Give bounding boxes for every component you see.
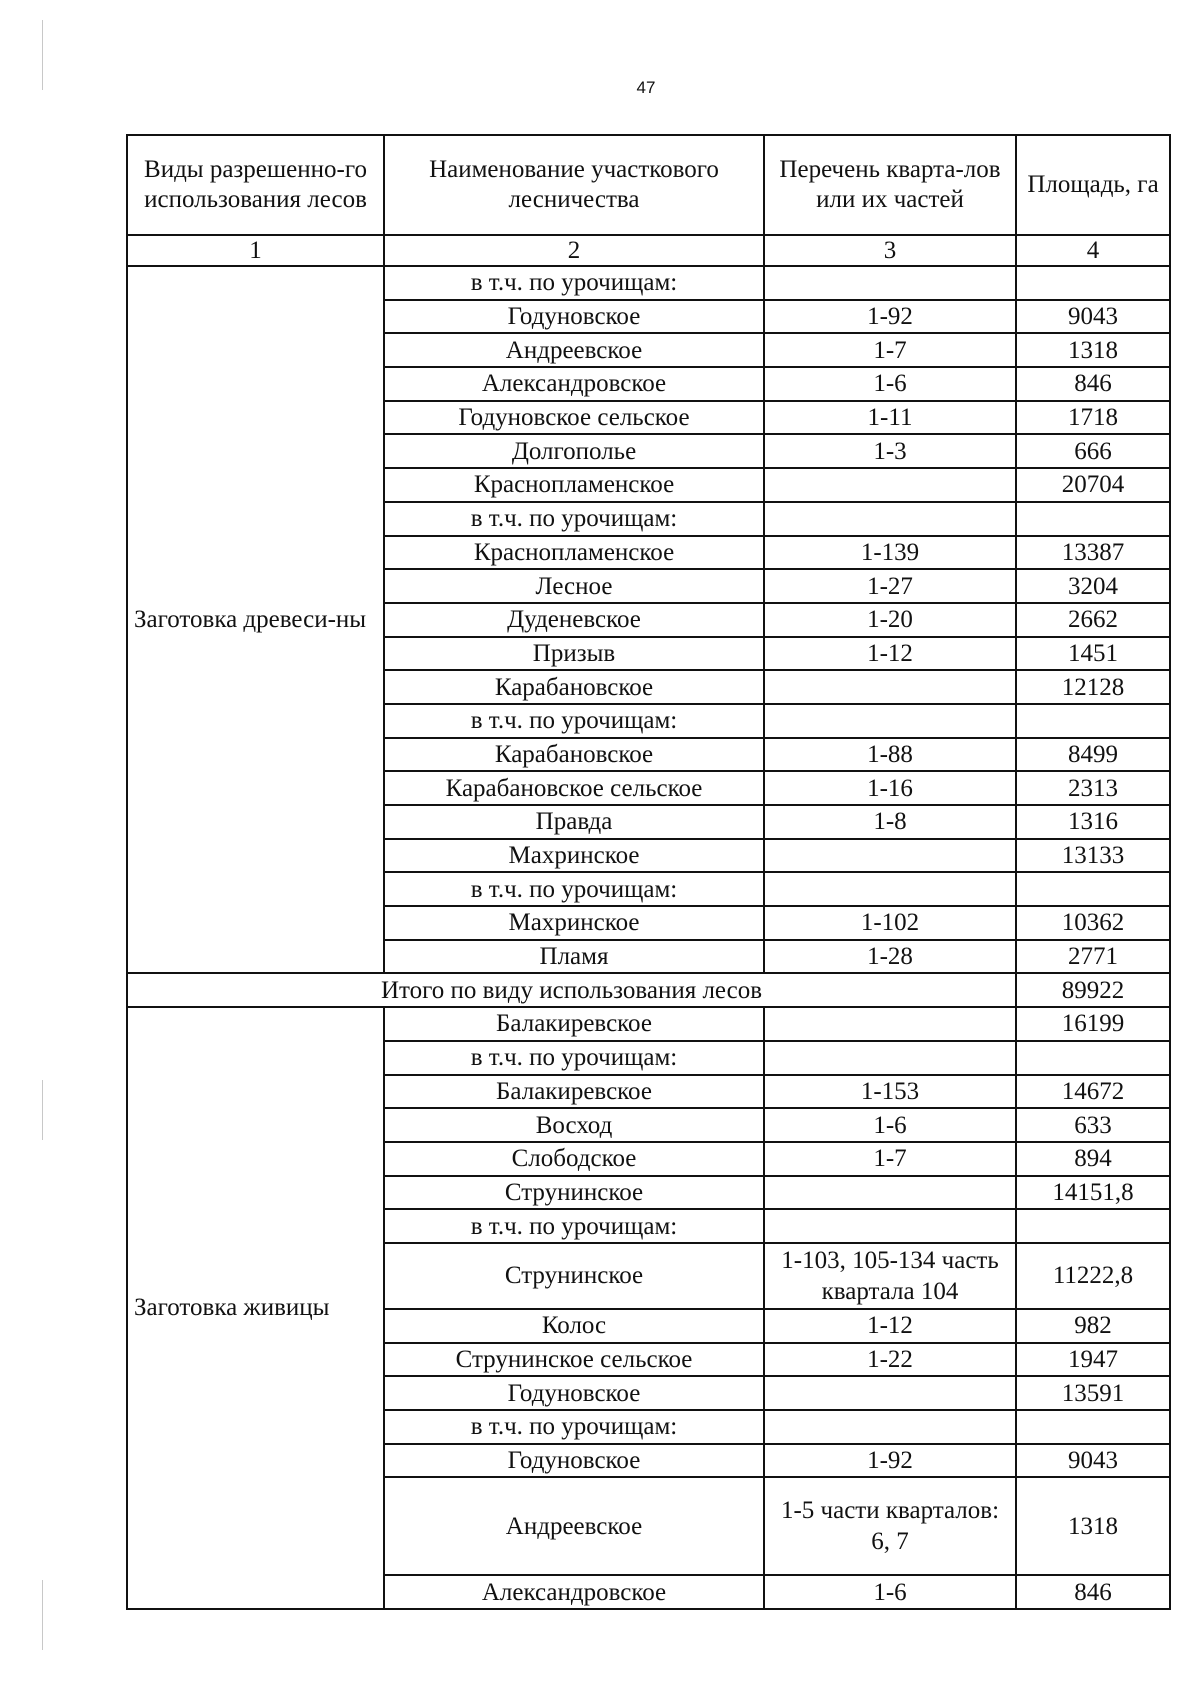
area-cell: 16199: [1016, 1007, 1170, 1041]
forestry-name-cell: Слободское: [384, 1142, 764, 1176]
area-cell: 666: [1016, 434, 1170, 468]
column-number: 2: [384, 235, 764, 266]
forestry-name-cell: Карабановское: [384, 670, 764, 704]
area-cell: [1016, 1041, 1170, 1075]
quarters-cell: [764, 872, 1016, 906]
area-cell: [1016, 266, 1170, 300]
header-cell: Перечень кварта-лов или их частей: [764, 135, 1016, 235]
area-cell: 13133: [1016, 839, 1170, 873]
area-cell: 9043: [1016, 1444, 1170, 1478]
forestry-name-cell: Карабановское сельское: [384, 771, 764, 805]
total-row: [127, 973, 1170, 1007]
quarters-cell: 1-3: [764, 434, 1016, 468]
forestry-name-cell: в т.ч. по урочищам:: [384, 502, 764, 536]
quarters-cell: [764, 1007, 1016, 1041]
column-number: 1: [127, 235, 384, 266]
area-cell: 10362: [1016, 906, 1170, 940]
forestry-name-cell: Долгополье: [384, 434, 764, 468]
quarters-cell: 1-6: [764, 1108, 1016, 1142]
area-cell: 11222,8: [1016, 1243, 1170, 1309]
scan-edge-line: [42, 20, 43, 90]
area-cell: 20704: [1016, 468, 1170, 502]
area-cell: 12128: [1016, 670, 1170, 704]
forestry-name-cell: Годуновское: [384, 1444, 764, 1478]
quarters-cell: [764, 1176, 1016, 1210]
quarters-cell: [764, 1410, 1016, 1444]
forestry-name-cell: Краснопламенское: [384, 468, 764, 502]
area-cell: 14672: [1016, 1075, 1170, 1109]
area-cell: 982: [1016, 1309, 1170, 1343]
header-cell: Виды разрешенно-го использования лесов: [127, 135, 384, 235]
quarters-cell: 1-11: [764, 401, 1016, 435]
total-area-cell: 89922: [1016, 973, 1170, 1007]
forestry-name-cell: в т.ч. по урочищам:: [384, 872, 764, 906]
forestry-name-cell: Дуденевское: [384, 603, 764, 637]
header-row: [127, 135, 1170, 235]
forestry-name-cell: Струнинское: [384, 1176, 764, 1210]
quarters-cell: 1-12: [764, 1309, 1016, 1343]
area-cell: [1016, 704, 1170, 738]
quarters-cell: 1-92: [764, 1444, 1016, 1478]
forestry-name-cell: Годуновское: [384, 300, 764, 334]
quarters-cell: 1-7: [764, 1142, 1016, 1176]
forestry-name-cell: Правда: [384, 805, 764, 839]
quarters-cell: 1-92: [764, 300, 1016, 334]
quarters-cell: 1-5 части кварталов: 6, 7: [764, 1477, 1016, 1575]
scan-edge-line: [42, 1080, 43, 1140]
area-cell: 2771: [1016, 940, 1170, 974]
forestry-name-cell: Балакиревское: [384, 1075, 764, 1109]
area-cell: 9043: [1016, 300, 1170, 334]
forestry-name-cell: Махринское: [384, 839, 764, 873]
forestry-name-cell: Махринское: [384, 906, 764, 940]
quarters-cell: [764, 266, 1016, 300]
area-cell: 846: [1016, 367, 1170, 401]
quarters-cell: 1-6: [764, 367, 1016, 401]
quarters-cell: [764, 468, 1016, 502]
forestry-name-cell: Струнинское сельское: [384, 1343, 764, 1377]
column-number-row: [127, 235, 1170, 266]
forestry-name-cell: Призыв: [384, 637, 764, 671]
quarters-cell: [764, 1376, 1016, 1410]
forest-use-table: [126, 134, 1171, 1610]
area-cell: 1947: [1016, 1343, 1170, 1377]
forestry-name-cell: Балакиревское: [384, 1007, 764, 1041]
quarters-cell: [764, 502, 1016, 536]
quarters-cell: [764, 1041, 1016, 1075]
forestry-name-cell: Андреевское: [384, 1477, 764, 1575]
table-row: [127, 1007, 1170, 1041]
forestry-name-cell: Колос: [384, 1309, 764, 1343]
header-cell: Наименование участкового лесничества: [384, 135, 764, 235]
area-cell: 8499: [1016, 738, 1170, 772]
forestry-name-cell: Пламя: [384, 940, 764, 974]
forestry-name-cell: Годуновское сельское: [384, 401, 764, 435]
area-cell: [1016, 1410, 1170, 1444]
header-cell: Площадь, га: [1016, 135, 1170, 235]
area-cell: 2662: [1016, 603, 1170, 637]
forestry-name-cell: Струнинское: [384, 1243, 764, 1309]
page-number: 47: [636, 78, 656, 97]
category-cell: Заготовка живицы: [127, 1007, 384, 1609]
area-cell: 2313: [1016, 771, 1170, 805]
forestry-name-cell: Годуновское: [384, 1376, 764, 1410]
area-cell: 3204: [1016, 569, 1170, 603]
forestry-name-cell: в т.ч. по урочищам:: [384, 704, 764, 738]
scan-edge-line: [42, 1580, 43, 1650]
forestry-name-cell: Краснопламенское: [384, 536, 764, 570]
forestry-name-cell: Лесное: [384, 569, 764, 603]
quarters-cell: 1-103, 105-134 часть квартала 104: [764, 1243, 1016, 1309]
forestry-name-cell: в т.ч. по урочищам:: [384, 1410, 764, 1444]
forestry-name-cell: в т.ч. по урочищам:: [384, 266, 764, 300]
area-cell: 1316: [1016, 805, 1170, 839]
area-cell: 1451: [1016, 637, 1170, 671]
quarters-cell: 1-20: [764, 603, 1016, 637]
forestry-name-cell: Александровское: [384, 367, 764, 401]
forestry-name-cell: в т.ч. по урочищам:: [384, 1041, 764, 1075]
forestry-name-cell: Александровское: [384, 1575, 764, 1609]
quarters-cell: 1-22: [764, 1343, 1016, 1377]
area-cell: [1016, 502, 1170, 536]
area-cell: 894: [1016, 1142, 1170, 1176]
forestry-name-cell: Андреевское: [384, 333, 764, 367]
quarters-cell: 1-27: [764, 569, 1016, 603]
forestry-name-cell: Карабановское: [384, 738, 764, 772]
area-cell: [1016, 1209, 1170, 1243]
quarters-cell: 1-12: [764, 637, 1016, 671]
category-cell: Заготовка древеси-ны: [127, 266, 384, 973]
area-cell: 1718: [1016, 401, 1170, 435]
quarters-cell: 1-102: [764, 906, 1016, 940]
quarters-cell: [764, 839, 1016, 873]
forestry-name-cell: в т.ч. по урочищам:: [384, 1209, 764, 1243]
area-cell: 14151,8: [1016, 1176, 1170, 1210]
table-row: [127, 266, 1170, 300]
area-cell: 13591: [1016, 1376, 1170, 1410]
column-number: 4: [1016, 235, 1170, 266]
area-cell: 1318: [1016, 333, 1170, 367]
area-cell: 633: [1016, 1108, 1170, 1142]
quarters-cell: 1-153: [764, 1075, 1016, 1109]
quarters-cell: [764, 704, 1016, 738]
column-number: 3: [764, 235, 1016, 266]
quarters-cell: 1-16: [764, 771, 1016, 805]
quarters-cell: 1-28: [764, 940, 1016, 974]
quarters-cell: 1-139: [764, 536, 1016, 570]
area-cell: 1318: [1016, 1477, 1170, 1575]
forestry-name-cell: Восход: [384, 1108, 764, 1142]
area-cell: [1016, 872, 1170, 906]
quarters-cell: 1-8: [764, 805, 1016, 839]
area-cell: 846: [1016, 1575, 1170, 1609]
quarters-cell: [764, 1209, 1016, 1243]
quarters-cell: 1-6: [764, 1575, 1016, 1609]
area-cell: 13387: [1016, 536, 1170, 570]
quarters-cell: [764, 670, 1016, 704]
total-label-cell: Итого по виду использования лесов: [127, 973, 1016, 1007]
quarters-cell: 1-7: [764, 333, 1016, 367]
quarters-cell: 1-88: [764, 738, 1016, 772]
